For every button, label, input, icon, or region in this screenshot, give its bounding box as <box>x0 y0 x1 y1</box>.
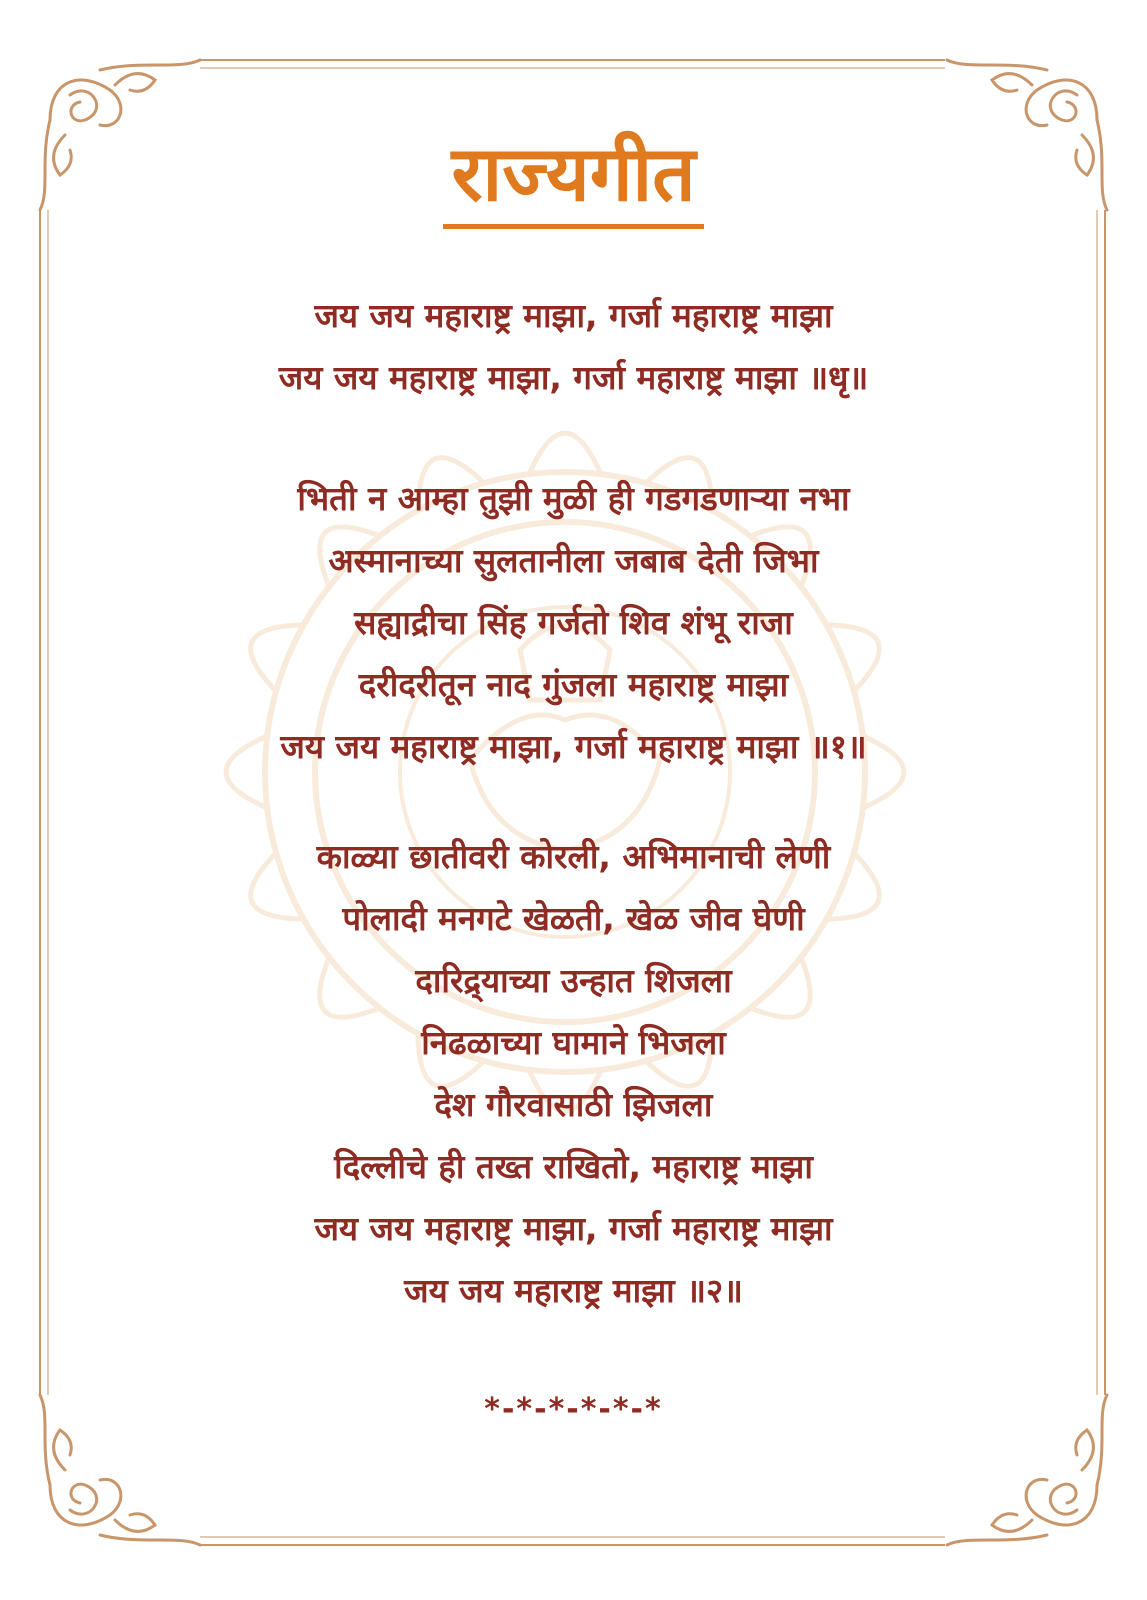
lyric-line: काळ्या छातीवरी कोरली, अभिमानाची लेणी <box>316 837 831 876</box>
lyric-line: दरीदरीतून नाद गुंजला महाराष्ट्र माझा <box>358 665 789 704</box>
lyric-line: दिल्लीचे ही तख्त राखितो, महाराष्ट्र माझा <box>334 1147 813 1186</box>
refrain-stanza <box>0 285 1147 409</box>
lyric-line: निढळाच्या घामाने भिजला <box>421 1023 726 1062</box>
lyric-line: जय जय महाराष्ट्र माझा, गर्जा महाराष्ट्र माझा ॥धृ॥ <box>278 358 869 397</box>
lyric-line: जय जय महाराष्ट्र माझा, गर्जा महाराष्ट्र माझा <box>314 296 833 335</box>
lyric-line: भिती न आम्हा तुझी मुळी ही गडगडणाऱ्या नभा <box>297 479 850 518</box>
lyric-line: जय जय महाराष्ट्र माझा ॥२॥ <box>404 1271 743 1310</box>
lyric-line: जय जय महाराष्ट्र माझा, गर्जा महाराष्ट्र माझा <box>314 1209 833 1248</box>
title-container <box>0 128 1147 229</box>
end-marker: *-*-*-*-*-* <box>484 1392 663 1427</box>
lyric-line: सह्याद्रीचा सिंह गर्जतो शिव शंभू राजा <box>354 603 793 642</box>
lyric-line: पोलादी मनगटे खेळती, खेळ जीव घेणी <box>342 899 805 938</box>
lyric-line: जय जय महाराष्ट्र माझा, गर्जा महाराष्ट्र माझा ॥१॥ <box>280 727 867 766</box>
lyric-line: देश गौरवासाठी झिजला <box>434 1085 713 1124</box>
verse-1-stanza <box>0 468 1147 778</box>
lyric-line: दारिद्र्याच्या उन्हात शिजला <box>415 961 732 1000</box>
page-title: राज्यगीत <box>443 128 703 229</box>
verse-2-stanza <box>0 826 1147 1322</box>
lyric-line: अस्मानाच्या सुलतानीला जबाब देती जिभा <box>328 541 819 580</box>
